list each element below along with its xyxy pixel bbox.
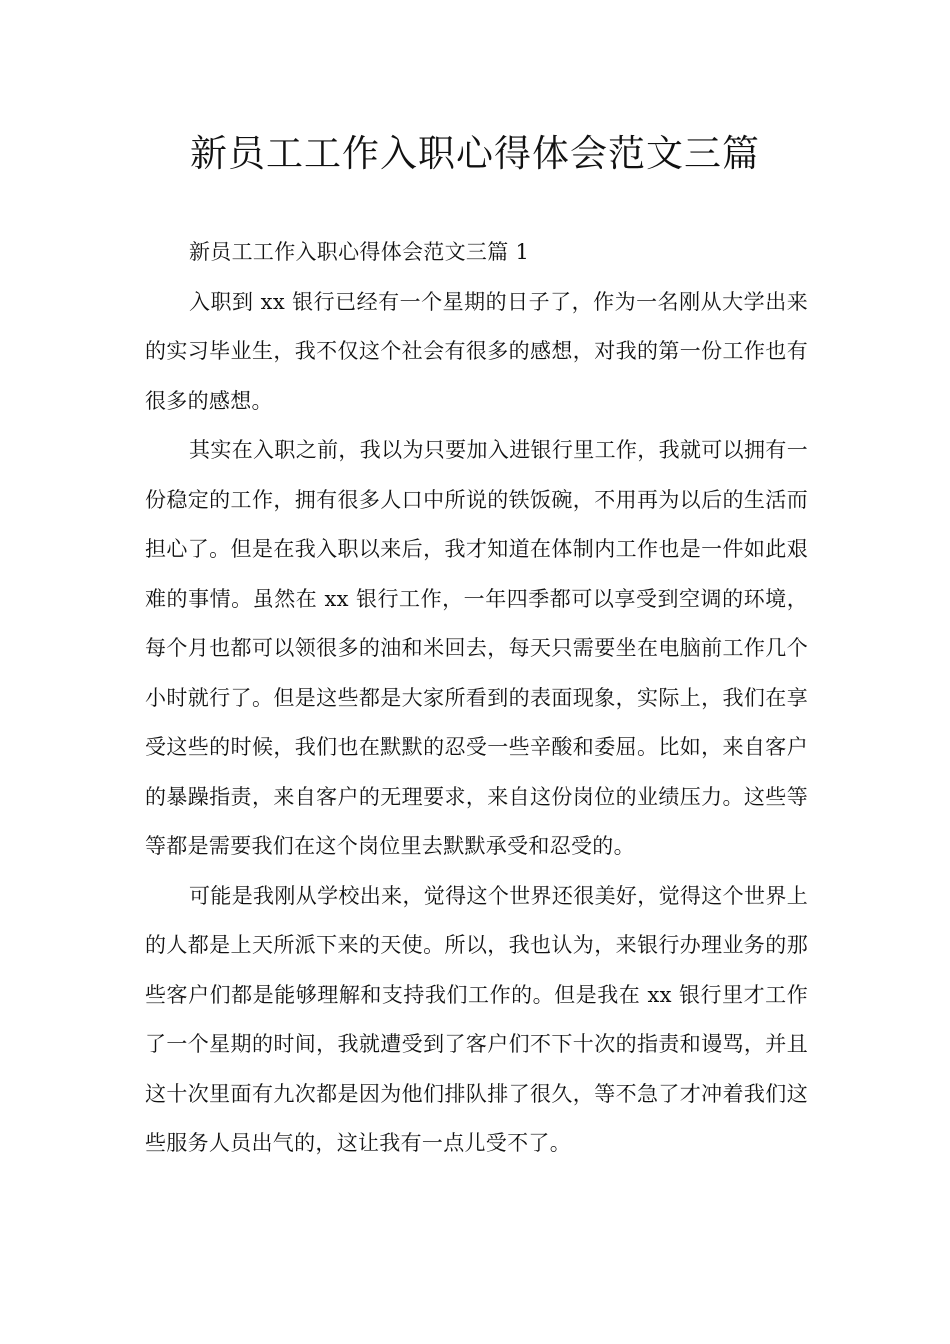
document-title: 新员工工作入职心得体会范文三篇 <box>190 132 760 175</box>
paragraph-3: 可能是我刚从学校出来，觉得这个世界还很美好，觉得这个世界上的人都是上天所派下来的天使。所以，我也认为，来银行办理业务的那些客户们都是能够理解和支持我们工作的。但是我在 xx 银行里才工作了一个星期的时间，我就遭受到了客户们不下十次的指责和谩骂，并且这十次里面有九次都是因为他们排队排了很久，等不急了才冲着我们这些服务人员出气的，这让我有一点儿受不了。 <box>145 883 808 1155</box>
section-heading: 新员工工作入职心得体会范文三篇 1 <box>189 240 530 264</box>
paragraph-1: 入职到 xx 银行已经有一个星期的日子了，作为一名刚从大学出来的实习毕业生，我不仅这个社会有很多的感想，对我的第一份工作也有很多的感想。 <box>145 289 808 413</box>
document-body <box>145 228 808 1169</box>
paragraph-2: 其实在入职之前，我以为只要加入进银行里工作，我就可以拥有一份稳定的工作，拥有很多人口中所说的铁饭碗，不用再为以后的生活而担心了。但是在我入职以来后，我才知道在体制内工作也是一件如此艰难的事情。虽然在 xx 银行工作，一年四季都可以享受到空调的环境，每个月也都可以领很多的油和米回去，每天只需要坐在电脑前工作几个小时就行了。但是这些都是大家所看到的表面现象，实际上，我们在享受这些的时候，我们也在默默的忍受一些辛酸和委屈。比如，来自客户的暴躁指责，来自客户的无理要求，来自这份岗位的业绩压力。这些等等都是需要我们在这个岗位里去默默承受和忍受的。 <box>145 438 808 858</box>
